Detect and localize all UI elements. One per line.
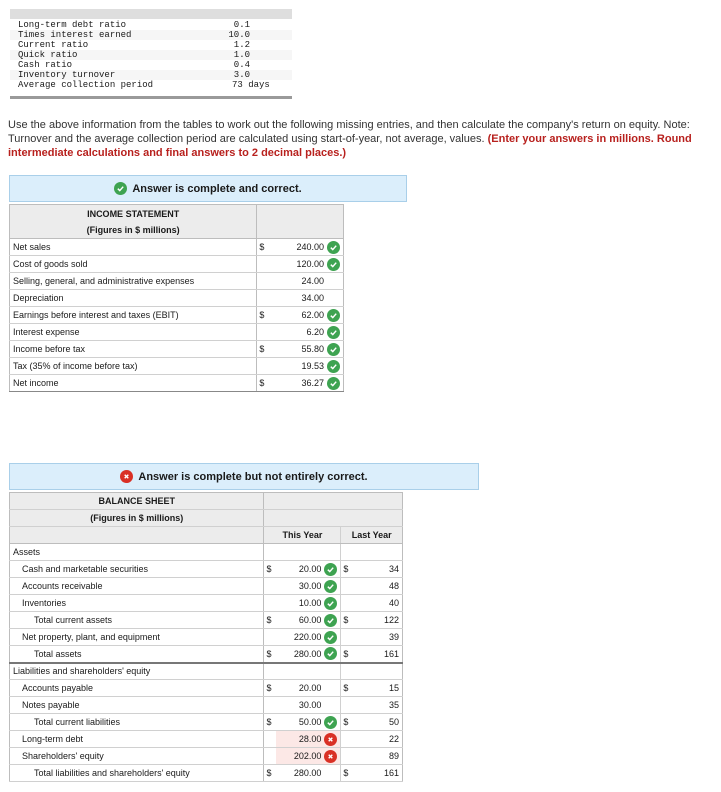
balance-answer-banner bbox=[9, 463, 479, 490]
dollar-sign: $ bbox=[257, 239, 269, 256]
income-banner-text: Answer is complete and correct. bbox=[132, 182, 302, 195]
answer-cell[interactable] bbox=[269, 358, 344, 375]
balance-column-header-row bbox=[10, 527, 403, 544]
ratio-row bbox=[10, 40, 292, 50]
check-circle-icon bbox=[324, 614, 337, 627]
income-title-blank bbox=[257, 205, 344, 222]
balance-subtitle: (Figures in $ millions) bbox=[10, 510, 264, 527]
balance-sheet-table bbox=[9, 492, 403, 782]
ratio-value: 73 days bbox=[232, 80, 270, 90]
answer-value: 220.00 bbox=[293, 632, 322, 642]
section-row bbox=[10, 663, 403, 680]
table-row bbox=[10, 239, 344, 256]
dollar-sign: $ bbox=[257, 307, 269, 324]
empty-cell bbox=[264, 544, 276, 561]
ratio-row bbox=[10, 50, 292, 60]
income-subtitle: (Figures in $ millions) bbox=[10, 222, 257, 239]
dollar-sign: $ bbox=[264, 612, 276, 629]
dollar-sign bbox=[341, 578, 351, 595]
ratio-label: Times interest earned bbox=[18, 30, 132, 40]
ratio-row bbox=[10, 20, 292, 30]
empty-cell bbox=[341, 663, 351, 680]
dollar-sign bbox=[341, 595, 351, 612]
row-label: Total current liabilities bbox=[10, 714, 264, 731]
check-circle-icon bbox=[324, 631, 337, 644]
empty-cell bbox=[276, 544, 341, 561]
table-row bbox=[10, 290, 344, 307]
last-year-value: 39 bbox=[351, 629, 402, 646]
row-label: Notes payable bbox=[10, 697, 264, 714]
answer-value: 240.00 bbox=[296, 242, 324, 252]
answer-cell[interactable] bbox=[269, 307, 344, 324]
answer-value: 55.80 bbox=[301, 344, 324, 354]
answer-cell[interactable] bbox=[269, 341, 344, 358]
dollar-sign bbox=[341, 697, 351, 714]
ratio-label: Average collection period bbox=[18, 80, 154, 90]
answer-value: 280.00 bbox=[293, 648, 322, 659]
dollar-sign bbox=[257, 358, 269, 375]
answer-cell[interactable] bbox=[269, 375, 344, 392]
last-year-value: 122 bbox=[351, 612, 402, 629]
table-row bbox=[10, 595, 403, 612]
check-circle-icon bbox=[327, 241, 340, 254]
dollar-sign: $ bbox=[341, 561, 351, 578]
table-row bbox=[10, 273, 344, 290]
answer-cell[interactable] bbox=[276, 629, 341, 646]
row-label: Shareholders' equity bbox=[10, 748, 264, 765]
answer-cell-incorrect[interactable] bbox=[276, 731, 341, 748]
ratio-table-top-bar bbox=[10, 9, 292, 19]
table-row bbox=[10, 646, 403, 663]
row-label: Net sales bbox=[10, 239, 257, 256]
column-header-this-year: This Year bbox=[264, 527, 341, 544]
answer-cell[interactable] bbox=[269, 239, 344, 256]
table-row bbox=[10, 256, 344, 273]
table-row bbox=[10, 375, 344, 392]
table-row bbox=[10, 324, 344, 341]
dollar-sign bbox=[264, 697, 276, 714]
row-label: Earnings before interest and taxes (EBIT) bbox=[10, 307, 257, 324]
dollar-sign: $ bbox=[341, 680, 351, 697]
instructions-text: Use the above information from the tables to work out the following missing entries, and then calculate the company's return on equity. Note: Turnover and the average collection period are calculated using start-of-year, not average, values. bbox=[8, 119, 690, 145]
answer-value: 10.00 bbox=[298, 598, 322, 608]
answer-cell[interactable] bbox=[276, 561, 341, 578]
last-year-value: 35 bbox=[351, 697, 402, 714]
last-year-value: 48 bbox=[351, 578, 402, 595]
row-label: Income before tax bbox=[10, 341, 257, 358]
ratio-label: Current ratio bbox=[18, 40, 89, 50]
ratio-value: 1.0 bbox=[233, 50, 250, 60]
check-circle-icon bbox=[327, 360, 340, 373]
ratio-value: 3.0 bbox=[233, 70, 250, 80]
check-circle-icon bbox=[324, 563, 337, 576]
dollar-sign: $ bbox=[257, 341, 269, 358]
table-row bbox=[10, 748, 403, 765]
answer-value: 60.00 bbox=[298, 615, 322, 625]
dollar-sign bbox=[264, 731, 276, 748]
dollar-sign bbox=[257, 324, 269, 341]
x-circle-icon bbox=[324, 750, 337, 763]
ratio-value: 0.1 bbox=[233, 20, 250, 30]
dollar-sign bbox=[264, 595, 276, 612]
table-row bbox=[10, 697, 403, 714]
table-row bbox=[10, 680, 403, 697]
x-circle-icon bbox=[120, 470, 133, 483]
table-row bbox=[10, 765, 403, 782]
answer-value: 19.53 bbox=[301, 361, 324, 371]
assets-section-label: Assets bbox=[10, 544, 264, 561]
instructions bbox=[8, 118, 714, 160]
dollar-sign: $ bbox=[341, 612, 351, 629]
answer-cell-incorrect[interactable] bbox=[276, 748, 341, 765]
income-answer-banner bbox=[9, 175, 407, 202]
empty-cell bbox=[351, 663, 402, 680]
empty-cell bbox=[264, 663, 276, 680]
ratio-table bbox=[10, 9, 292, 99]
balance-banner-text: Answer is complete but not entirely correct. bbox=[138, 470, 368, 483]
answer-value: 50.00 bbox=[298, 717, 322, 727]
answer-value: 202.00 bbox=[293, 751, 322, 761]
check-circle-icon bbox=[327, 258, 340, 271]
answer-cell[interactable] bbox=[276, 612, 341, 629]
balance-subtitle-row bbox=[10, 510, 403, 527]
balance-title-blank bbox=[264, 493, 403, 510]
row-label: Total assets bbox=[10, 646, 264, 663]
row-label: Inventories bbox=[10, 595, 264, 612]
ratio-label: Quick ratio bbox=[18, 50, 78, 60]
dollar-sign bbox=[341, 629, 351, 646]
ratio-table-bottom-bar bbox=[10, 96, 292, 99]
check-circle-icon bbox=[327, 326, 340, 339]
dollar-sign bbox=[341, 748, 351, 765]
dollar-sign: $ bbox=[341, 765, 351, 782]
ratio-label: Long-term debt ratio bbox=[18, 20, 127, 30]
check-circle-icon bbox=[324, 597, 337, 610]
income-subtitle-blank bbox=[257, 222, 344, 239]
income-statement-table bbox=[9, 204, 344, 392]
table-row bbox=[10, 578, 403, 595]
answer-cell[interactable] bbox=[276, 578, 341, 595]
table-row bbox=[10, 612, 403, 629]
row-label: Net property, plant, and equipment bbox=[10, 629, 264, 646]
table-row bbox=[10, 307, 344, 324]
dollar-sign bbox=[341, 731, 351, 748]
row-label: Cash and marketable securities bbox=[10, 561, 264, 578]
dollar-sign: $ bbox=[264, 561, 276, 578]
row-label: Accounts receivable bbox=[10, 578, 264, 595]
table-row bbox=[10, 358, 344, 375]
given-value: 280.00 bbox=[276, 765, 341, 782]
row-label: Interest expense bbox=[10, 324, 257, 341]
empty-cell bbox=[276, 663, 341, 680]
ratio-row bbox=[10, 70, 292, 80]
answer-value: 28.00 bbox=[298, 734, 322, 744]
dollar-sign bbox=[257, 273, 269, 290]
row-label: Total liabilities and shareholders' equity bbox=[10, 765, 264, 782]
dollar-sign bbox=[264, 629, 276, 646]
row-label: Depreciation bbox=[10, 290, 257, 307]
check-circle-icon bbox=[327, 343, 340, 356]
row-label: Total current assets bbox=[10, 612, 264, 629]
table-row bbox=[10, 561, 403, 578]
row-label: Tax (35% of income before tax) bbox=[10, 358, 257, 375]
liabilities-section-label: Liabilities and shareholders' equity bbox=[10, 663, 264, 680]
dollar-sign: $ bbox=[264, 765, 276, 782]
section-row bbox=[10, 544, 403, 561]
balance-subtitle-blank bbox=[264, 510, 403, 527]
ratio-row bbox=[10, 60, 292, 70]
empty-cell bbox=[351, 544, 402, 561]
income-title: INCOME STATEMENT bbox=[10, 205, 257, 222]
row-label: Cost of goods sold bbox=[10, 256, 257, 273]
row-label: Accounts payable bbox=[10, 680, 264, 697]
answer-cell[interactable] bbox=[269, 324, 344, 341]
check-circle-icon bbox=[327, 377, 340, 390]
ratio-row bbox=[10, 30, 292, 40]
column-header-blank bbox=[10, 527, 264, 544]
dollar-sign bbox=[264, 748, 276, 765]
answer-value: 36.27 bbox=[301, 378, 324, 388]
check-circle-icon bbox=[324, 716, 337, 729]
income-subtitle-row bbox=[10, 222, 344, 239]
x-circle-icon bbox=[324, 733, 337, 746]
last-year-value: 161 bbox=[351, 646, 402, 663]
ratio-label: Inventory turnover bbox=[18, 70, 116, 80]
ratio-label: Cash ratio bbox=[18, 60, 73, 70]
given-value: 24.00 bbox=[269, 273, 344, 290]
balance-title-row bbox=[10, 493, 403, 510]
instructions-emphasis: (Enter your answers in millions. Round intermediate calculations and final answers to 2 decimal places.) bbox=[8, 133, 692, 159]
income-title-row bbox=[10, 205, 344, 222]
row-label: Selling, general, and administrative expenses bbox=[10, 273, 257, 290]
ratio-row bbox=[10, 80, 292, 90]
answer-value: 62.00 bbox=[301, 310, 324, 320]
answer-value: 6.20 bbox=[306, 327, 324, 337]
given-value: 30.00 bbox=[276, 697, 341, 714]
dollar-sign bbox=[257, 290, 269, 307]
dollar-sign bbox=[257, 256, 269, 273]
ratio-value: 0.4 bbox=[233, 60, 250, 70]
dollar-sign: $ bbox=[257, 375, 269, 392]
answer-cell[interactable] bbox=[276, 646, 341, 663]
answer-value: 120.00 bbox=[296, 259, 324, 269]
dollar-sign: $ bbox=[264, 646, 276, 663]
column-header-last-year: Last Year bbox=[341, 527, 403, 544]
dollar-sign: $ bbox=[341, 646, 351, 663]
last-year-value: 50 bbox=[351, 714, 402, 731]
answer-value: 20.00 bbox=[298, 564, 322, 574]
last-year-value: 161 bbox=[351, 765, 402, 782]
table-row bbox=[10, 714, 403, 731]
given-value: 20.00 bbox=[276, 680, 341, 697]
table-row bbox=[10, 731, 403, 748]
check-circle-icon bbox=[324, 580, 337, 593]
dollar-sign: $ bbox=[264, 714, 276, 731]
row-label: Net income bbox=[10, 375, 257, 392]
dollar-sign bbox=[264, 578, 276, 595]
ratio-value: 10.0 bbox=[228, 30, 250, 40]
given-value: 34.00 bbox=[269, 290, 344, 307]
answer-cell[interactable] bbox=[276, 714, 341, 731]
empty-cell bbox=[341, 544, 351, 561]
table-row bbox=[10, 341, 344, 358]
answer-value: 30.00 bbox=[298, 581, 322, 591]
check-circle-icon bbox=[324, 647, 337, 660]
last-year-value: 89 bbox=[351, 748, 402, 765]
balance-title: BALANCE SHEET bbox=[10, 493, 264, 510]
table-row bbox=[10, 629, 403, 646]
check-circle-icon bbox=[114, 182, 127, 195]
row-label: Long-term debt bbox=[10, 731, 264, 748]
last-year-value: 40 bbox=[351, 595, 402, 612]
answer-cell[interactable] bbox=[269, 256, 344, 273]
answer-cell[interactable] bbox=[276, 595, 341, 612]
last-year-value: 34 bbox=[351, 561, 402, 578]
dollar-sign: $ bbox=[341, 714, 351, 731]
ratio-value: 1.2 bbox=[233, 40, 250, 50]
last-year-value: 15 bbox=[351, 680, 402, 697]
last-year-value: 22 bbox=[351, 731, 402, 748]
dollar-sign: $ bbox=[264, 680, 276, 697]
check-circle-icon bbox=[327, 309, 340, 322]
